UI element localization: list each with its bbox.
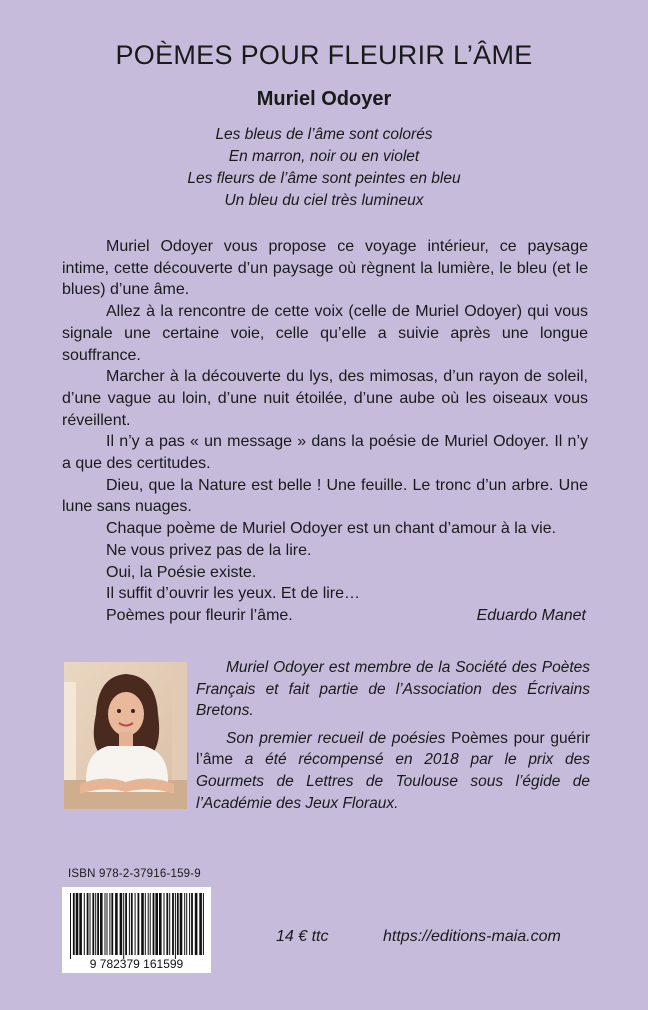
barcode-bar [199, 893, 202, 955]
preface-last-line [62, 605, 588, 627]
barcode-bar [107, 893, 108, 955]
barcode-bar [186, 893, 187, 955]
barcode-bar [169, 893, 170, 955]
price-label: 14 € ttc [276, 928, 329, 945]
book-title: POÈMES POUR FLEURIR L’ÂME [115, 40, 533, 70]
barcode-bar [105, 893, 106, 955]
barcode-bar [79, 893, 82, 955]
barcode-bar [131, 893, 133, 955]
barcode-bar [166, 893, 168, 955]
barcode-bar [123, 893, 124, 959]
barcode-bar [155, 893, 158, 955]
barcode-bar [76, 893, 79, 955]
preface-paragraph: Chaque poème de Muriel Odoyer est un chant d’amour à la vie. [106, 520, 557, 538]
barcode-bar [172, 893, 174, 955]
preface-paragraph: Muriel Odoyer vous propose ce voyage intérieur, ce paysage intime, cette découverte d’un paysage où règnent la lumière, le bleu (et le blues) d’une âme. [62, 238, 588, 299]
barcode-bar [84, 893, 85, 955]
barcode-bar [150, 893, 151, 955]
barcode-bar [115, 893, 118, 955]
barcode-bar [111, 893, 113, 955]
isbn-label: ISBN 978-2-37916-159-9 [68, 868, 201, 880]
barcode-graphic [62, 887, 211, 973]
preface-paragraph: Allez à la rencontre de cette voix (celle de Muriel Odoyer) qui vous signale une certaine voie, celle qu’elle a suivie après une longue souffrance. [62, 303, 588, 364]
preface-paragraph: Marcher à la découverte du lys, des mimosas, d’un rayon de soleil, d’une vague au loin, d’une nuit étoilée, d’une aube où les oiseaux vous réveillent. [62, 368, 588, 429]
barcode-digits: 9 782379 161599 [89, 957, 184, 971]
author-portrait-image [64, 662, 187, 809]
preface-text [62, 236, 588, 627]
bio-text: Son premier recueil de poésies [226, 729, 446, 747]
barcode-bar [92, 893, 94, 955]
epigraph-line: Un bleu du ciel très lumineux [224, 192, 424, 209]
bio-paragraph [196, 728, 590, 814]
barcode-bar [184, 893, 185, 955]
preface-paragraph: Oui, la Poésie existe. [106, 563, 257, 581]
barcode-bar [164, 893, 165, 955]
author-name: Muriel Odoyer [256, 88, 392, 110]
preface-signature: Eduardo Manet [476, 606, 586, 624]
barcode-bar [195, 893, 198, 955]
publisher-website: https://editions-maia.com [383, 928, 561, 945]
barcode-bar [135, 893, 136, 955]
barcode-bar [70, 893, 71, 959]
bio-book-title: Poèmes pour guérir l’âme [196, 729, 591, 769]
author-photo [64, 662, 187, 809]
barcode [62, 887, 211, 973]
barcode-bar [125, 893, 127, 955]
bio-text: a été récompensé en 2018 par le prix des Gourmets de Lettres de Toulouse sous l’égide de l’Académie des Jeux Floraux. [196, 751, 590, 812]
author-bio [196, 657, 590, 820]
epigraph-line: Les fleurs de l’âme sont peintes en bleu [187, 170, 461, 187]
barcode-bar [203, 893, 204, 955]
barcode-bar [153, 893, 155, 955]
barcode-bar [177, 893, 179, 955]
epigraph-line: En marron, noir ou en violet [228, 148, 420, 165]
barcode-bar [100, 893, 103, 955]
barcode-bar [159, 893, 162, 955]
barcode-bar [95, 893, 96, 955]
barcode-bar [180, 893, 183, 955]
barcode-bar [145, 893, 146, 955]
barcode-bar [175, 893, 176, 959]
barcode-bar [87, 893, 89, 955]
preface-paragraph: Ne vous privez pas de la lire. [106, 541, 312, 559]
barcode-bar [148, 893, 149, 955]
epigraph-line: Les bleus de l’âme sont colorés [215, 126, 433, 143]
preface-paragraph: Dieu, que la Nature est belle ! Une feuille. Le tronc d’un arbre. Une lune sans nuages. [62, 476, 588, 516]
epigraph [0, 124, 648, 212]
barcode-bar [189, 893, 190, 955]
preface-closing: Poèmes pour fleurir l’âme. [106, 606, 293, 624]
preface-paragraph: Il suffit d’ouvrir les yeux. Et de lire… [106, 585, 361, 603]
barcode-bar [90, 893, 91, 955]
barcode-bar [97, 893, 99, 955]
preface-paragraph: Il n’y a pas « un message » dans la poésie de Muriel Odoyer. Il n’y a que des certitudes. [62, 433, 588, 473]
barcode-bar [109, 893, 110, 955]
barcode-bar [129, 893, 130, 955]
barcode-bar [73, 893, 75, 955]
barcode-bar [141, 893, 144, 955]
barcode-bar [191, 893, 193, 955]
barcode-bar [120, 893, 123, 955]
barcode-bar [138, 893, 140, 955]
bio-paragraph: Muriel Odoyer est membre de la Société des Poètes Français et fait partie de l’Association des Écrivains Bretons. [196, 659, 590, 720]
